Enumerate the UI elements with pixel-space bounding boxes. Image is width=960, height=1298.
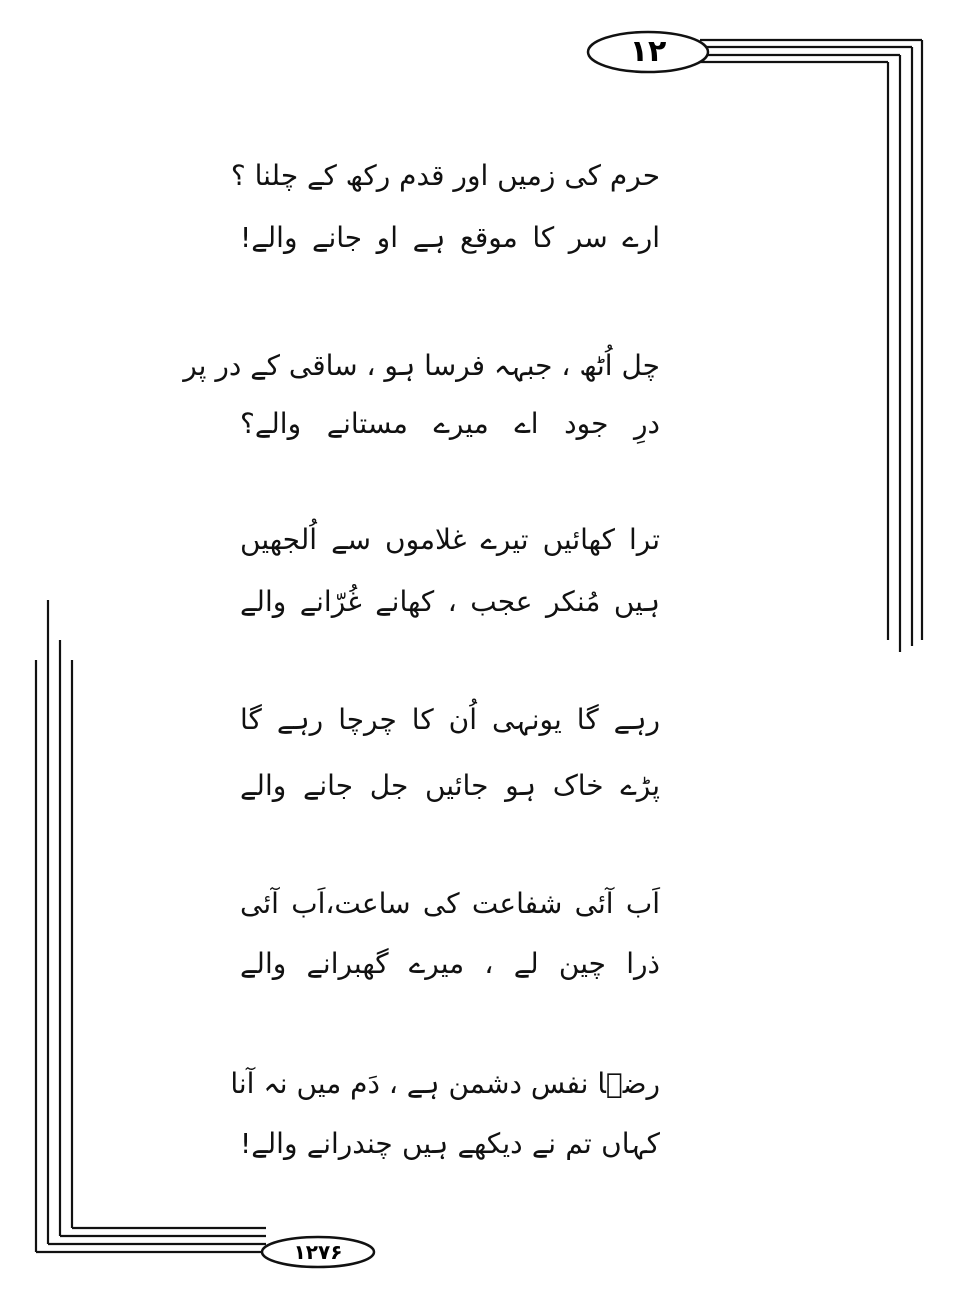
bottom-page-number: ۱۲۷۶ [293, 1240, 343, 1264]
verse-line: ترا کھائیں تیرے غلاموں سے اُلجھیں [240, 523, 660, 556]
verse-line: ذرا چین لے ، میرے گھبرانے والے [240, 947, 660, 980]
verse-line: رضؔا نفس دشمن ہے ، دَم میں نہ آنا [230, 1067, 660, 1100]
verse-line: ارے سر کا موقع ہے او جانے والے! [240, 221, 660, 254]
top-right-border-lines [700, 40, 922, 652]
verse-line: رہے گا یونہی اُن کا چرچا رہے گا [240, 703, 660, 736]
verse-line: حرم کی زمیں اور قدم رکھ کے چلنا ؟ [230, 159, 660, 192]
top-page-number: ۱۲ [629, 34, 667, 69]
bottom-left-border-lines [36, 600, 266, 1252]
verse-line: چل اُٹھ ، جبہہ فرسا ہو ، ساقی کے در پر [183, 349, 660, 382]
verse-line: پڑے خاک ہو جائیں جل جانے والے [240, 769, 660, 802]
verse-line: اَب آئی شفاعت کی ساعت،اَب آئی [240, 887, 660, 920]
verse-line: درِ جود اے میرے مستانے والے؟ [240, 407, 660, 440]
verse-line: کہاں تم نے دیکھے ہیں چندرانے والے! [240, 1127, 660, 1160]
verse-line: ہیں مُنکر عجب ، کھانے غُرّانے والے [240, 585, 660, 618]
